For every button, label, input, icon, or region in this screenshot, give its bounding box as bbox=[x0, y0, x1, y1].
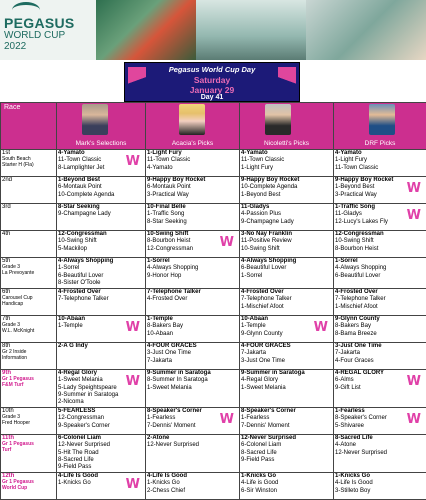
winner-icon: W bbox=[313, 319, 328, 335]
pick-cell bbox=[240, 315, 334, 342]
handicapper-header bbox=[57, 103, 146, 150]
pick-cell bbox=[334, 150, 426, 177]
pick-cell bbox=[240, 258, 334, 289]
top-pick: 11-Gladys bbox=[241, 204, 270, 211]
pick-entry: 1-Sweet Melania bbox=[147, 384, 192, 391]
winner-icon: W bbox=[406, 373, 421, 389]
pick-cell bbox=[146, 342, 240, 369]
pick-entry: 1-Knicks Go bbox=[58, 480, 91, 487]
race-info: Gr 2 Inside bbox=[2, 348, 27, 355]
race-info: Gr 1 Pegasus bbox=[2, 440, 34, 447]
pick-entry: 10-Complete Agenda bbox=[241, 184, 298, 191]
top-pick: 4-FOUR GRACES bbox=[241, 342, 291, 349]
pick-entry: 1-Light Fury bbox=[335, 157, 368, 164]
pick-cell bbox=[334, 204, 426, 231]
pick-cell bbox=[57, 369, 146, 407]
race-row bbox=[1, 369, 426, 407]
race-label-cell bbox=[1, 288, 57, 315]
race-number: 7th bbox=[2, 315, 11, 322]
top-pick: 12-Congressman bbox=[58, 231, 107, 238]
winner-icon: W bbox=[125, 154, 140, 169]
pick-entry: 9-Field Pass bbox=[241, 457, 275, 464]
pick-entry: 2-Nicoma bbox=[58, 399, 84, 406]
pick-entry: 12-Congressman bbox=[147, 245, 194, 252]
top-pick: 12-Congressman bbox=[335, 231, 384, 238]
race-label-cell bbox=[1, 177, 57, 204]
handicapper-name: Nicoletti's Picks bbox=[264, 140, 309, 147]
pick-cell bbox=[334, 369, 426, 407]
race-label-cell bbox=[1, 258, 57, 289]
pick-entry: 11-Town Classic bbox=[241, 157, 285, 164]
pick-entry: 9-Field Pass bbox=[58, 464, 92, 471]
event-date: January 29 bbox=[189, 85, 235, 95]
winner-icon: W bbox=[406, 411, 421, 427]
race-column-header: Race bbox=[1, 103, 57, 150]
top-pick: 10-Final Belle bbox=[147, 204, 186, 211]
race-row bbox=[1, 177, 426, 204]
handicapper-header bbox=[240, 103, 334, 150]
pick-cell bbox=[146, 472, 240, 499]
pick-cell bbox=[146, 150, 240, 177]
top-pick: 5-FEARLESS bbox=[58, 407, 96, 414]
top-pick: 9-Summer in Saratoga bbox=[147, 369, 211, 376]
pick-cell bbox=[240, 434, 334, 472]
pick-cell bbox=[334, 472, 426, 499]
pick-cell bbox=[57, 434, 146, 472]
race-number: 8th bbox=[2, 342, 11, 349]
pick-entry: 1-Temple bbox=[58, 323, 83, 330]
pick-cell bbox=[146, 369, 240, 407]
handicapper-photo bbox=[82, 104, 108, 135]
race-row bbox=[1, 258, 426, 289]
race-info: Grade 3 bbox=[2, 413, 21, 420]
pick-cell bbox=[334, 288, 426, 315]
top-pick: 8-Speaker's Corner bbox=[147, 407, 202, 414]
top-pick: 6-Colonel Liam bbox=[58, 434, 102, 441]
pick-cell bbox=[57, 342, 146, 369]
race-rows bbox=[1, 150, 426, 500]
pick-entry: 4-Always Shopping bbox=[147, 265, 199, 272]
pick-entry: 12-Never Surprised bbox=[335, 449, 388, 456]
top-pick: 4-Yamato bbox=[241, 150, 268, 156]
top-pick: 7-Telephone Talker bbox=[147, 288, 201, 295]
top-pick: 2-A G Indy bbox=[58, 342, 88, 349]
pick-cell bbox=[146, 407, 240, 434]
pick-entry: 6-Beautiful Lover bbox=[58, 272, 104, 279]
pick-entry: 11-Gladys bbox=[335, 211, 362, 218]
pick-entry: 7-Dennis' Moment bbox=[147, 422, 196, 429]
pick-cell bbox=[240, 204, 334, 231]
pick-entry: 9-Speaker's Corner bbox=[58, 422, 110, 429]
pick-entry: 8-Sacred Life bbox=[58, 457, 94, 464]
logo-brand: PEGASUS bbox=[4, 15, 75, 31]
top-pick: 1-Sorrel bbox=[335, 258, 358, 265]
pick-entry: 8-Bakers Bay bbox=[147, 323, 184, 330]
race-number: 6th bbox=[2, 288, 11, 295]
race-row bbox=[1, 434, 426, 472]
winner-icon: W bbox=[125, 373, 140, 389]
pick-cell bbox=[146, 434, 240, 472]
pick-entry: 3-Stilleto Boy bbox=[335, 487, 371, 494]
race-label-cell bbox=[1, 369, 57, 407]
pick-entry: 5-Hit The Road bbox=[58, 449, 99, 456]
top-pick: 1-Knicks Go bbox=[241, 472, 277, 479]
pick-entry: 12-Never Surprised bbox=[147, 442, 200, 449]
pick-cell bbox=[334, 434, 426, 472]
winner-icon: W bbox=[125, 319, 140, 335]
top-pick: 4-Always Shopping bbox=[58, 258, 114, 265]
logo-subtitle: WORLD CUP bbox=[4, 30, 66, 41]
top-pick: 8-Sacred Life bbox=[335, 434, 373, 441]
pick-entry: 7-Jakarta bbox=[147, 357, 173, 364]
pick-entry: 7-Telephone Talker bbox=[58, 296, 109, 303]
pick-entry: 1-Beyond Best bbox=[241, 191, 281, 198]
pick-entry: 4-Regal Glory bbox=[241, 377, 279, 384]
top-pick: 4-FOUR GRACES bbox=[147, 342, 197, 349]
race-label-cell bbox=[1, 342, 57, 369]
pick-entry: 8-Bakers Bay bbox=[335, 323, 372, 330]
race-row bbox=[1, 315, 426, 342]
event-title-box bbox=[124, 62, 300, 102]
pick-entry: 9-Honor Hop bbox=[147, 272, 182, 279]
pick-cell bbox=[57, 315, 146, 342]
event-weekday: Saturday bbox=[193, 75, 231, 85]
top-pick: 8-Speaker's Corner bbox=[241, 407, 296, 414]
pick-entry: 10-Swing Shift bbox=[58, 238, 97, 245]
pick-cell bbox=[57, 288, 146, 315]
pick-entry: 4-Atone bbox=[335, 442, 357, 449]
trophy-photo bbox=[196, 0, 306, 60]
pick-entry: 7-Telephone Talker bbox=[335, 296, 386, 303]
pick-cell bbox=[146, 315, 240, 342]
pick-entry: 8-Bourbon Heist bbox=[147, 238, 191, 245]
pick-entry: 3-Just One Time bbox=[241, 357, 286, 364]
winner-icon: W bbox=[406, 181, 421, 197]
race-row bbox=[1, 150, 426, 177]
pick-entry: 3-Just One Time bbox=[147, 350, 192, 357]
pick-entry: 5-Lady Speightspeare bbox=[58, 384, 117, 391]
pick-entry: 8-Sister O'Toole bbox=[58, 280, 101, 287]
pick-cell bbox=[146, 204, 240, 231]
pick-cell bbox=[57, 231, 146, 258]
race-row bbox=[1, 407, 426, 434]
pick-entry: 8-Bourbon Heist bbox=[335, 245, 379, 252]
pick-entry: 1-Beyond Best bbox=[335, 184, 375, 191]
race-number: 12th bbox=[2, 472, 15, 479]
pick-entry: 8-Summer In Saratoga bbox=[147, 377, 208, 384]
pick-entry: 3-Practical Way bbox=[335, 191, 377, 198]
race-number: 1st bbox=[2, 150, 11, 156]
top-pick: 4-Life Is Good bbox=[147, 472, 188, 479]
pick-entry: 9-Summer in Saratoga bbox=[58, 391, 119, 398]
top-pick: 10-Swing Shift bbox=[147, 231, 189, 238]
pick-entry: 6-Sir Winston bbox=[241, 487, 278, 494]
event-name: Pegasus World Cup Day bbox=[168, 65, 256, 74]
pick-entry: 6-Colonel Liam bbox=[241, 442, 282, 449]
pick-entry: 1-Sorrel bbox=[241, 272, 263, 279]
pick-cell bbox=[240, 407, 334, 434]
pick-entry: 12-Never Surprised bbox=[58, 442, 111, 449]
pick-entry: 11-Town Classic bbox=[58, 157, 102, 164]
top-pick: 9-Happy Boy Rocket bbox=[147, 177, 206, 184]
pick-entry: 4-Life Is Good bbox=[335, 480, 373, 487]
pick-entry: 1-Fearless bbox=[241, 415, 270, 422]
race-label-cell bbox=[1, 472, 57, 499]
race-info: World Cup bbox=[2, 484, 28, 491]
winner-icon: W bbox=[219, 235, 234, 251]
pick-entry: 5-Shivaree bbox=[335, 422, 365, 429]
pick-cell bbox=[334, 177, 426, 204]
pick-cell bbox=[57, 204, 146, 231]
pick-entry: 8-Bama Breeze bbox=[335, 330, 377, 337]
pick-entry: 12-Lucy's Lakes Fly bbox=[335, 218, 388, 225]
pick-entry: 6-Beautiful Lover bbox=[335, 272, 381, 279]
pick-entry: 11-Positive Review bbox=[241, 238, 292, 245]
crowd-photo bbox=[306, 0, 426, 60]
race-info: Grade 3 bbox=[2, 321, 21, 328]
top-pick: 4-REGAL GLORY bbox=[335, 369, 385, 376]
top-pick: 4-Life Is Good bbox=[58, 472, 99, 479]
winner-icon: W bbox=[125, 476, 140, 492]
pick-entry: 7-Dennis' Moment bbox=[241, 422, 290, 429]
race-label-cell bbox=[1, 150, 57, 177]
handicapper-header bbox=[334, 103, 426, 150]
pick-entry: 10-Complete Agenda bbox=[58, 191, 115, 198]
handicapper-photo bbox=[265, 104, 291, 135]
pick-entry: 11-Town Classic bbox=[147, 157, 191, 164]
pick-entry: 8-Sacred Life bbox=[241, 449, 277, 456]
pick-entry: 5-Mackilop bbox=[58, 245, 88, 252]
top-pick: 1-Fearless bbox=[335, 407, 365, 414]
race-number: 4th bbox=[2, 231, 11, 238]
pick-entry: 1-Sorrel bbox=[58, 265, 80, 272]
pick-entry: 4-Frosted Over bbox=[147, 296, 188, 303]
top-pick: 9-Summer in Saratoga bbox=[241, 369, 305, 376]
race-row bbox=[1, 342, 426, 369]
pick-entry: 1-Mischief Afoot bbox=[241, 303, 284, 310]
pick-entry: 1-Sweet Melania bbox=[58, 377, 103, 384]
pick-cell bbox=[146, 258, 240, 289]
race-number: 11th bbox=[2, 434, 15, 441]
winner-icon: W bbox=[219, 411, 234, 427]
pick-entry: 1-Fearless bbox=[147, 415, 176, 422]
pegasus-logo bbox=[4, 4, 92, 56]
top-pick: 10-Abaan bbox=[58, 315, 86, 322]
pick-entry: 10-Abaan bbox=[147, 330, 174, 337]
top-pick: 1-Traffic Song bbox=[335, 204, 376, 211]
pick-entry: 9-Glynn County bbox=[241, 330, 283, 337]
pick-entry: 7-Jakarta bbox=[241, 350, 267, 357]
picks-table bbox=[0, 102, 426, 500]
top-pick: 1-Knicks Go bbox=[335, 472, 371, 479]
race-label-cell bbox=[1, 204, 57, 231]
race-label-cell bbox=[1, 434, 57, 472]
handicapper-photo bbox=[179, 104, 205, 135]
top-pick: 1-Sorrel bbox=[147, 258, 170, 265]
pick-entry: 9-Gift List bbox=[335, 384, 361, 391]
pick-cell bbox=[146, 177, 240, 204]
logo-year: 2022 bbox=[4, 41, 27, 52]
pick-entry: 6-Beautiful Lover bbox=[241, 265, 287, 272]
pick-entry: 1-Light Fury bbox=[241, 164, 274, 171]
pick-entry: 6-Alms bbox=[335, 377, 354, 384]
race-info: Grade 3 bbox=[2, 264, 21, 271]
pick-entry: 1-Traffic Song bbox=[147, 211, 185, 218]
pick-cell bbox=[57, 177, 146, 204]
pick-entry: 4-Passion Plus bbox=[241, 211, 282, 218]
top-pick: 8-Star Seeking bbox=[58, 204, 100, 211]
pick-cell bbox=[240, 288, 334, 315]
pick-cell bbox=[240, 369, 334, 407]
top-pick: 4-Frosted Over bbox=[241, 288, 284, 295]
pick-entry: 4-Four Graces bbox=[335, 357, 374, 364]
pick-cell bbox=[146, 231, 240, 258]
pick-cell bbox=[57, 150, 146, 177]
racing-photo bbox=[96, 0, 196, 60]
pick-entry: 7-Jakarta bbox=[335, 350, 361, 357]
race-info: Fred Hooper bbox=[2, 419, 31, 426]
pick-entry: 8-Star Seeking bbox=[147, 218, 187, 225]
handicapper-photo bbox=[369, 104, 395, 135]
pick-cell bbox=[57, 472, 146, 499]
race-label-cell bbox=[1, 407, 57, 434]
race-info: La Prevoyante bbox=[2, 270, 35, 277]
pick-entry: 9-Champagne Lady bbox=[241, 218, 294, 225]
handicapper-name: Mark's Selections bbox=[75, 140, 127, 147]
race-row bbox=[1, 204, 426, 231]
race-label-cell bbox=[1, 315, 57, 342]
top-pick: 9-Glynn County bbox=[335, 315, 380, 322]
pick-entry: 7-Telephone Talker bbox=[241, 296, 292, 303]
top-pick: 2-Atone bbox=[147, 434, 170, 441]
top-pick: 4-Always Shopping bbox=[241, 258, 297, 265]
handicapper-name: DRF Picks bbox=[364, 140, 396, 147]
handicapper-name: Acacia's Picks bbox=[171, 140, 214, 147]
pick-cell bbox=[334, 342, 426, 369]
race-row bbox=[1, 472, 426, 499]
race-row bbox=[1, 288, 426, 315]
pick-cell bbox=[240, 231, 334, 258]
top-pick: 9-Happy Boy Rocket bbox=[335, 177, 394, 184]
pick-entry: 3-Practical Way bbox=[147, 191, 189, 198]
race-row bbox=[1, 231, 426, 258]
race-info: Starter H (Fla) bbox=[2, 162, 34, 168]
top-pick: 12-Never Surprised bbox=[241, 434, 297, 441]
pick-entry: 8-Speaker's Corner bbox=[335, 415, 387, 422]
pick-cell bbox=[240, 177, 334, 204]
pick-entry: 8-Lamplighter Jet bbox=[58, 164, 105, 171]
pick-entry: 10-Swing Shift bbox=[241, 245, 280, 252]
pick-entry: 1-Knicks Go bbox=[147, 480, 180, 487]
top-pick: 4-Yamato bbox=[58, 150, 85, 156]
top-pick: 3-No Nay Franklin bbox=[241, 231, 293, 238]
race-info: Carousel Cup bbox=[2, 294, 33, 301]
race-info: W.L. McKnight bbox=[2, 327, 35, 334]
pick-cell bbox=[57, 407, 146, 434]
top-pick: 3-Just One Time bbox=[335, 342, 382, 349]
top-pick: 4-Frosted Over bbox=[58, 288, 101, 295]
pick-cell bbox=[240, 472, 334, 499]
top-pick: 4-Frosted Over bbox=[335, 288, 378, 295]
pick-entry: 4-Life is Good bbox=[241, 480, 279, 487]
race-info: Turf bbox=[2, 446, 12, 453]
pick-entry: 6-Montauk Point bbox=[147, 184, 191, 191]
top-pick: 4-Regal Glory bbox=[58, 369, 98, 376]
pick-entry: 1-Temple bbox=[241, 323, 266, 330]
race-number: 9th bbox=[2, 369, 11, 376]
race-number: 5th bbox=[2, 258, 11, 265]
top-pick: 1-Temple bbox=[147, 315, 173, 322]
pick-cell bbox=[334, 315, 426, 342]
top-pick: 1-Light Fury bbox=[147, 150, 182, 156]
pick-cell bbox=[57, 258, 146, 289]
race-info: Information bbox=[2, 354, 28, 361]
pick-cell bbox=[334, 407, 426, 434]
handicapper-header bbox=[146, 103, 240, 150]
pick-cell bbox=[334, 258, 426, 289]
pick-entry: 9-Champagne Lady bbox=[58, 211, 111, 218]
pick-entry: 6-Montauk Point bbox=[58, 184, 102, 191]
top-pick: 4-Yamato bbox=[335, 150, 362, 156]
pick-entry: 4-Yamato bbox=[147, 164, 173, 171]
pick-entry: 11-Town Classic bbox=[335, 164, 379, 171]
pick-entry: 2-Chess Chief bbox=[147, 487, 186, 494]
event-day-number: Day 41 bbox=[200, 94, 224, 101]
pick-cell bbox=[240, 150, 334, 177]
pick-cell bbox=[146, 288, 240, 315]
top-pick: 10-Abaan bbox=[241, 315, 269, 322]
pick-entry: 12-Congressman bbox=[58, 415, 105, 422]
race-label-cell bbox=[1, 231, 57, 258]
race-info: South Beach bbox=[2, 156, 31, 162]
top-pick: 1-Beyond Best bbox=[58, 177, 101, 184]
race-number: 2nd bbox=[2, 177, 13, 184]
pick-entry: 4-Always Shopping bbox=[335, 265, 387, 272]
race-info: Handicap bbox=[2, 300, 24, 307]
header-banner bbox=[0, 0, 426, 60]
race-number: 3rd bbox=[2, 204, 11, 211]
race-info: Gr 1 Pegasus bbox=[2, 375, 34, 382]
race-number: 10th bbox=[2, 407, 14, 414]
pick-cell bbox=[240, 342, 334, 369]
top-pick: 9-Happy Boy Rocket bbox=[241, 177, 300, 184]
race-info: Gr 1 Pegasus bbox=[2, 478, 34, 485]
pick-entry: 1-Sweet Melania bbox=[241, 384, 286, 391]
race-info: F&M Turf bbox=[2, 381, 24, 388]
winner-icon: W bbox=[406, 208, 421, 224]
pick-entry: 1-Mischief Afoot bbox=[335, 303, 378, 310]
table-header-row bbox=[1, 103, 426, 150]
pick-entry: 10-Swing Shift bbox=[335, 238, 374, 245]
pick-cell bbox=[334, 231, 426, 258]
